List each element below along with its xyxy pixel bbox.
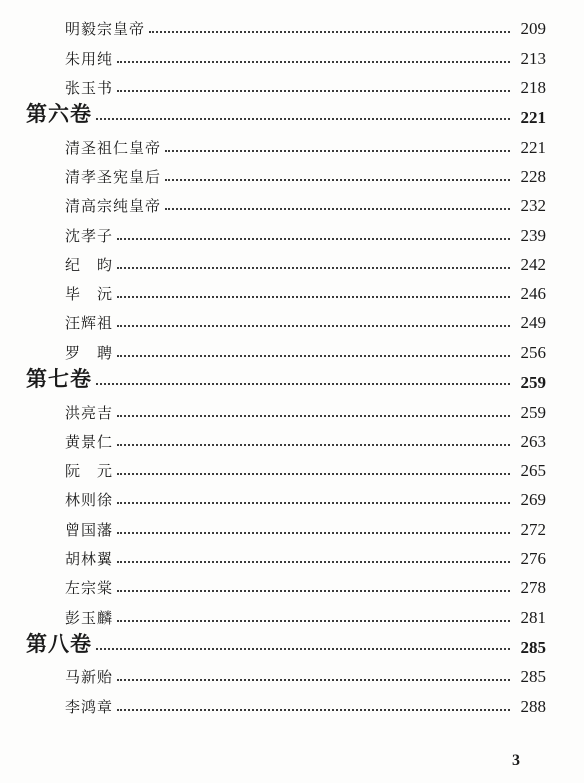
entry-title: 朱用纯	[65, 49, 114, 68]
entry-title: 毕 沅	[65, 285, 114, 304]
entry-page-number: 276	[520, 549, 546, 569]
entry-title: 左宗棠	[65, 579, 114, 598]
entry-page-number: 288	[520, 696, 546, 716]
entry-page-number: 259	[520, 402, 546, 422]
dot-leader	[117, 532, 510, 534]
volume-title: 第六卷	[26, 101, 92, 127]
entry-page-number: 232	[520, 196, 546, 216]
toc-entry	[0, 423, 584, 452]
entry-title: 清孝圣宪皇后	[65, 167, 162, 186]
entry-page-number: 209	[520, 19, 546, 39]
entry-page-number: 213	[520, 48, 546, 68]
entry-title: 罗 聘	[65, 343, 114, 362]
volume-title: 第八卷	[26, 631, 92, 657]
entry-title: 清高宗纯皇帝	[65, 197, 162, 216]
toc-entry	[0, 216, 584, 245]
page-number: 3	[512, 752, 520, 769]
entry-page-number: 228	[520, 166, 546, 186]
entry-title: 汪辉祖	[65, 314, 114, 333]
entry-title: 林则徐	[65, 491, 114, 510]
entry-page-number: 239	[520, 225, 546, 245]
dot-leader	[149, 31, 510, 33]
dot-leader	[117, 444, 510, 446]
table-of-contents	[0, 10, 584, 717]
toc-entry	[0, 658, 584, 687]
entry-title: 洪亮吉	[65, 403, 114, 422]
entry-page-number: 272	[520, 519, 546, 539]
dot-leader	[117, 267, 510, 269]
entry-page-number: 278	[520, 578, 546, 598]
toc-entry	[0, 452, 584, 481]
toc-entry	[0, 393, 584, 422]
entry-title: 李鸿章	[65, 697, 114, 716]
entry-page-number: 256	[520, 342, 546, 362]
toc-entry	[0, 39, 584, 68]
entry-page-number: 285	[520, 638, 546, 658]
dot-leader	[96, 118, 510, 120]
entry-page-number: 221	[520, 137, 546, 157]
entry-page-number: 242	[520, 254, 546, 274]
dot-leader	[117, 296, 510, 298]
toc-entry	[0, 158, 584, 187]
dot-leader	[117, 415, 510, 417]
toc-entry	[0, 540, 584, 569]
entry-page-number: 285	[520, 667, 546, 687]
toc-entry	[0, 687, 584, 716]
dot-leader	[117, 473, 510, 475]
dot-leader	[117, 679, 510, 681]
dot-leader	[117, 709, 510, 711]
entry-page-number: 281	[520, 607, 546, 627]
volume-title: 第七卷	[26, 366, 92, 392]
entry-page-number: 218	[520, 77, 546, 97]
dot-leader	[165, 208, 510, 210]
dot-leader	[96, 383, 510, 385]
dot-leader	[117, 90, 510, 92]
dot-leader	[96, 648, 510, 650]
entry-title: 阮 元	[65, 462, 114, 481]
toc-entry	[0, 481, 584, 510]
entry-title: 黄景仁	[65, 432, 114, 451]
dot-leader	[117, 61, 510, 63]
entry-title: 张玉书	[65, 78, 114, 97]
dot-leader	[165, 179, 510, 181]
dot-leader	[165, 150, 510, 152]
dot-leader	[117, 620, 510, 622]
toc-entry	[0, 510, 584, 539]
entry-title: 彭玉麟	[65, 608, 114, 627]
toc-entry	[0, 275, 584, 304]
entry-title: 马新贻	[65, 668, 114, 687]
dot-leader	[117, 502, 510, 504]
dot-leader	[117, 561, 510, 563]
toc-entry	[0, 10, 584, 39]
entry-title: 明毅宗皇帝	[65, 20, 146, 39]
toc-entry	[0, 304, 584, 333]
toc-entry	[0, 598, 584, 627]
entry-page-number: 259	[520, 373, 546, 393]
entry-page-number: 265	[520, 461, 546, 481]
entry-page-number: 249	[520, 313, 546, 333]
dot-leader	[117, 238, 510, 240]
entry-title: 纪 昀	[65, 255, 114, 274]
dot-leader	[117, 355, 510, 357]
entry-title: 沈孝子	[65, 226, 114, 245]
toc-entry	[0, 187, 584, 216]
toc-volume-heading	[0, 363, 584, 394]
entry-page-number: 221	[520, 108, 546, 128]
entry-page-number: 263	[520, 431, 546, 451]
toc-volume-heading	[0, 628, 584, 659]
entry-page-number: 269	[520, 490, 546, 510]
toc-entry	[0, 128, 584, 157]
toc-entry	[0, 569, 584, 598]
dot-leader	[117, 590, 510, 592]
toc-entry	[0, 246, 584, 275]
toc-volume-heading	[0, 98, 584, 129]
toc-entry	[0, 333, 584, 362]
dot-leader	[117, 325, 510, 327]
entry-title: 清圣祖仁皇帝	[65, 138, 162, 157]
entry-page-number: 246	[520, 284, 546, 304]
entry-title: 胡林翼	[65, 550, 114, 569]
entry-title: 曾国藩	[65, 520, 114, 539]
toc-entry	[0, 69, 584, 98]
